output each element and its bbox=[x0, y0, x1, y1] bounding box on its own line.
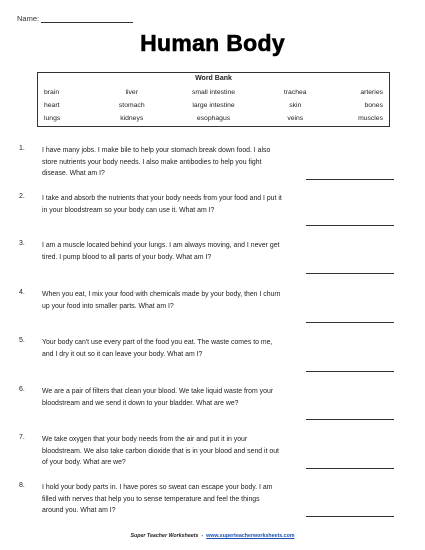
word-bank-word: kidneys bbox=[120, 115, 144, 122]
question-text: We take oxygen that your body needs from the air and put it in your bloodstream. We also take carbon dioxide that is in your blood and send it out of your body. What are we? bbox=[42, 436, 279, 466]
word-bank bbox=[37, 72, 390, 127]
footer bbox=[0, 533, 425, 539]
word-bank-word: trachea bbox=[283, 89, 307, 96]
answer-line[interactable] bbox=[306, 322, 394, 323]
footer-url-link[interactable]: www.superteacherworksheets.com bbox=[206, 533, 295, 539]
word-bank-title: Word Bank bbox=[195, 75, 232, 82]
word-bank-word: liver bbox=[125, 89, 138, 96]
word-bank-word: small intestine bbox=[191, 89, 236, 96]
word-bank-word: large intestine bbox=[192, 102, 235, 109]
question-number: 2. bbox=[19, 193, 25, 200]
answer-line[interactable] bbox=[306, 179, 394, 180]
word-bank-word: stomach bbox=[118, 102, 145, 109]
name-blank-line[interactable] bbox=[41, 14, 133, 23]
question-number: 5. bbox=[19, 337, 25, 344]
word-bank-word: esophagus bbox=[196, 115, 231, 122]
answer-line[interactable] bbox=[306, 468, 394, 469]
question-text: I am a muscle located behind your lungs. I am always moving, and I never get tired. I pump blood to all parts of your body. What am I? bbox=[42, 242, 280, 261]
word-bank-word: arteries bbox=[360, 89, 383, 96]
word-bank-word: skin bbox=[289, 102, 302, 109]
answer-line[interactable] bbox=[306, 371, 394, 372]
answer-line[interactable] bbox=[306, 225, 394, 226]
word-bank-word: heart bbox=[44, 102, 60, 109]
page-title: Human Body bbox=[140, 30, 285, 56]
question-text: I take and absorb the nutrients that your body needs from your food and I put it in your bloodstream so your body can use it. What am I? bbox=[42, 195, 282, 214]
question-text: We are a pair of filters that clean your blood. We take liquid waste from your bloodstream and we send it down to your bladder. What are we? bbox=[42, 388, 274, 407]
word-bank-word: muscles bbox=[358, 115, 383, 122]
question-number: 7. bbox=[19, 434, 25, 441]
word-bank-word: bones bbox=[364, 102, 383, 109]
answer-line[interactable] bbox=[306, 516, 394, 517]
question-number: 3. bbox=[19, 240, 25, 247]
footer-site-name: Super Teacher Worksheets bbox=[130, 533, 199, 539]
word-bank-row bbox=[44, 102, 383, 112]
word-bank-row bbox=[44, 89, 383, 99]
name-field bbox=[17, 14, 133, 23]
question-text: I hold your body parts in. I have pores so sweat can escape your body. I am filled with nerves that help you to sense temperature and feel the things around you. What am I? bbox=[42, 484, 273, 514]
word-bank-row bbox=[44, 115, 383, 125]
question-text: Your body can't use every part of the food you eat. The waste comes to me, and I dry it out so it can leave your body. What am I? bbox=[42, 339, 273, 358]
footer-separator: - bbox=[201, 533, 204, 539]
question-number: 4. bbox=[19, 289, 25, 296]
word-bank-word: veins bbox=[287, 115, 304, 122]
name-label: Name: bbox=[17, 14, 40, 23]
question-number: 8. bbox=[19, 482, 25, 489]
question-number: 6. bbox=[19, 386, 25, 393]
answer-line[interactable] bbox=[306, 273, 394, 274]
question-text: When you eat, I mix your food with chemicals made by your body, then I churn up your food into smaller parts. What am I? bbox=[42, 291, 281, 310]
word-bank-word: lungs bbox=[44, 115, 61, 122]
word-bank-word: brain bbox=[44, 89, 60, 96]
question-text: I have many jobs. I make bile to help your stomach break down food. I also store nutrients your body needs. I also make antibodies to help you fight disease. What am I? bbox=[42, 147, 271, 177]
question-number: 1. bbox=[19, 145, 25, 152]
answer-line[interactable] bbox=[306, 419, 394, 420]
